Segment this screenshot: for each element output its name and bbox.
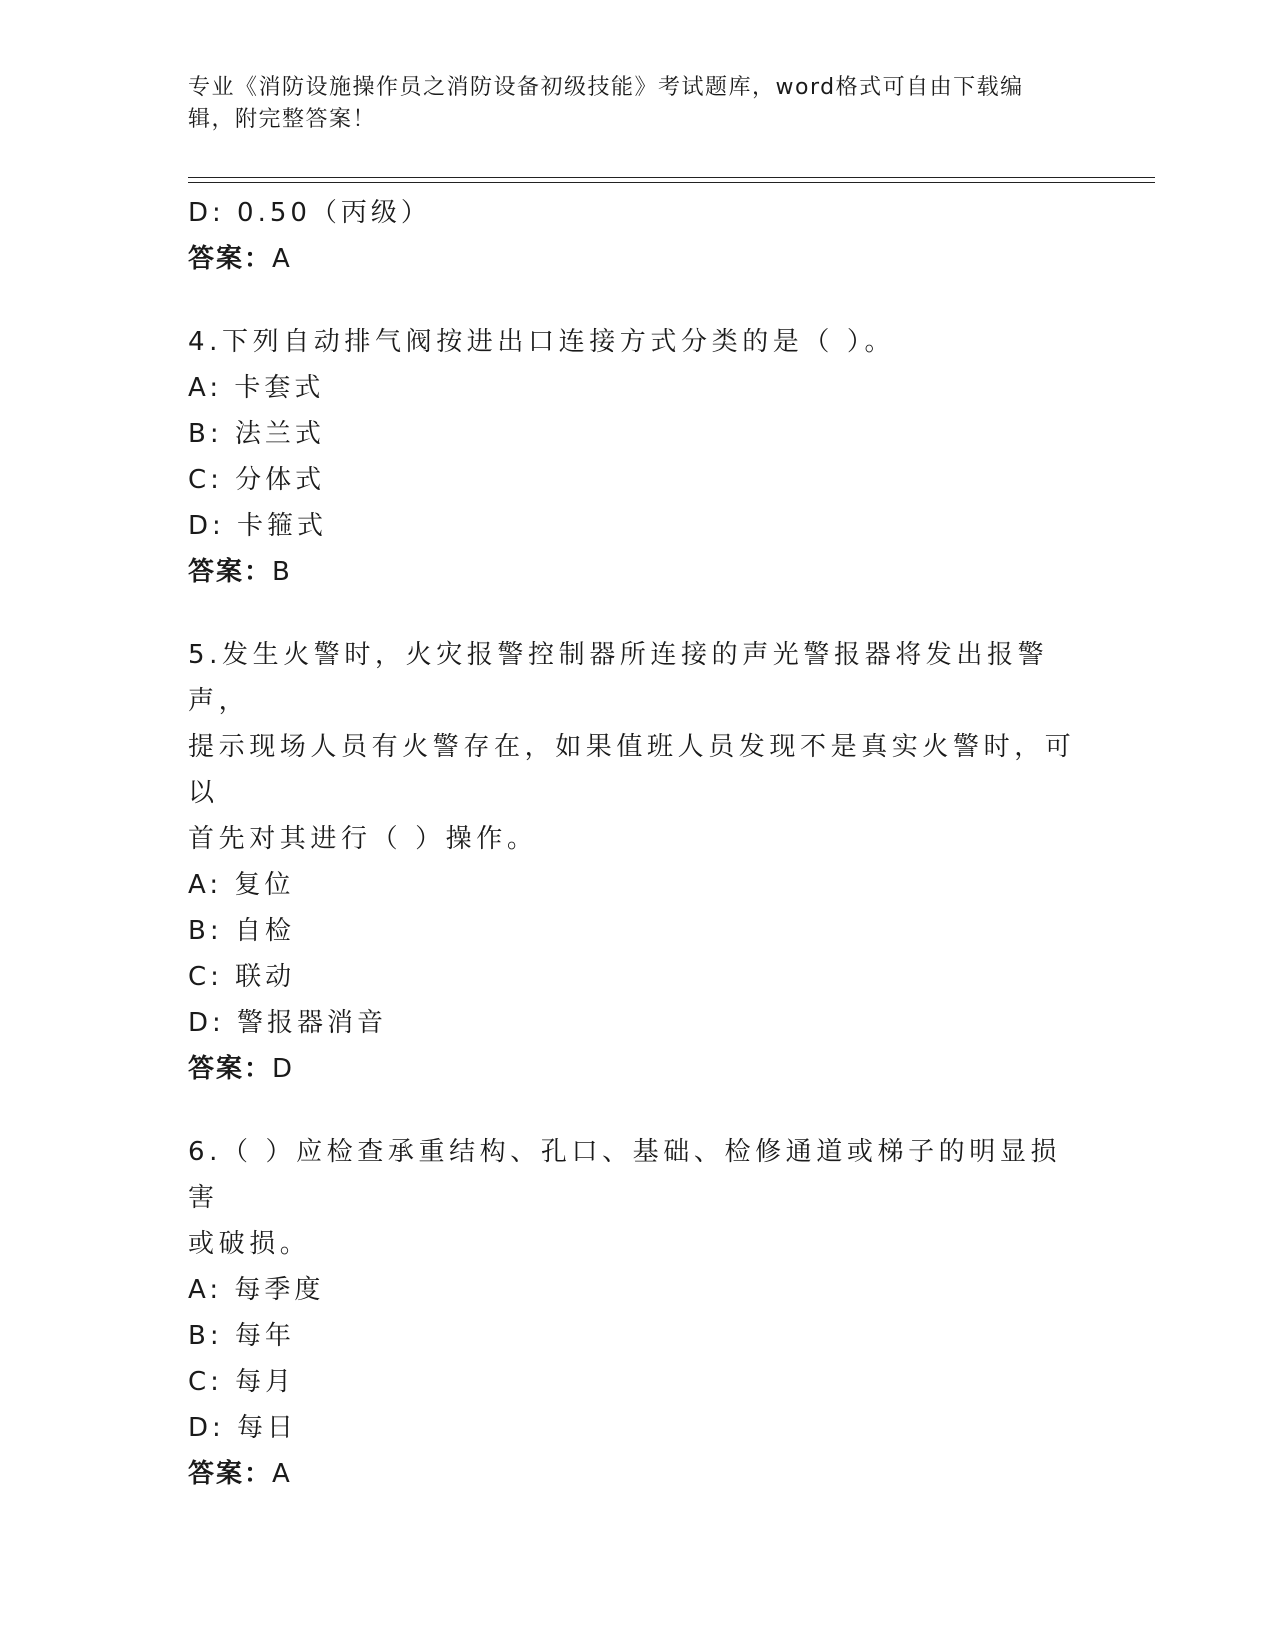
header-divider-top <box>188 177 1155 178</box>
question-4 <box>188 319 1088 595</box>
option-d: D: 0.50（丙级） <box>188 198 431 228</box>
answer-value: A <box>272 1459 292 1489</box>
answer-line <box>188 1046 1088 1092</box>
option-b: B: 自检 <box>188 916 295 946</box>
question-6 <box>188 1129 1088 1497</box>
question-stem-line: 6.（ ）应检查承重结构、孔口、基础、检修通道或梯子的明显损害 <box>188 1137 1062 1213</box>
answer-label: 答案： <box>188 557 273 587</box>
answer-value: A <box>272 244 292 274</box>
option-c: C: 每月 <box>188 1367 296 1397</box>
spacer <box>188 282 1088 319</box>
header-line-1: 专业《消防设施操作员之消防设备初级技能》考试题库，word格式可自由下载编 <box>188 75 1024 100</box>
answer-line <box>188 236 1088 282</box>
option-c: C: 分体式 <box>188 465 326 495</box>
document-header <box>188 72 1088 136</box>
question-stem-line: 5.发生火警时，火灾报警控制器所连接的声光警报器将发出报警声， <box>188 640 1049 716</box>
option-a: A: 复位 <box>188 870 295 900</box>
option-d: D: 警报器消音 <box>188 1008 388 1038</box>
spacer <box>188 595 1088 632</box>
answer-value: B <box>272 557 292 587</box>
answer-line <box>188 1451 1088 1497</box>
header-divider-bottom <box>188 182 1155 183</box>
question-stem-line: 首先对其进行（ ）操作。 <box>188 824 538 854</box>
answer-line <box>188 549 1088 595</box>
option-b: B: 法兰式 <box>188 419 325 449</box>
question-stem-line: 或破损。 <box>188 1229 311 1259</box>
option-a: A: 卡套式 <box>188 373 325 403</box>
answer-label: 答案： <box>188 1459 273 1489</box>
answer-label: 答案： <box>188 1054 273 1084</box>
option-d: D: 每日 <box>188 1413 298 1443</box>
answer-value: D <box>272 1054 295 1084</box>
spacer <box>188 1092 1088 1129</box>
question-5 <box>188 632 1088 1092</box>
option-d: D: 卡箍式 <box>188 511 328 541</box>
answer-label: 答案： <box>188 244 273 274</box>
question-stem-line: 4.下列自动排气阀按进出口连接方式分类的是（ ）。 <box>188 327 896 357</box>
option-b: B: 每年 <box>188 1321 295 1351</box>
question-stem-line: 提示现场人员有火警存在，如果值班人员发现不是真实火警时，可以 <box>188 732 1076 808</box>
header-line-2: 辑，附完整答案！ <box>188 107 377 132</box>
question-content <box>188 190 1088 1497</box>
continued-question <box>188 190 1088 282</box>
option-a: A: 每季度 <box>188 1275 325 1305</box>
option-c: C: 联动 <box>188 962 296 992</box>
